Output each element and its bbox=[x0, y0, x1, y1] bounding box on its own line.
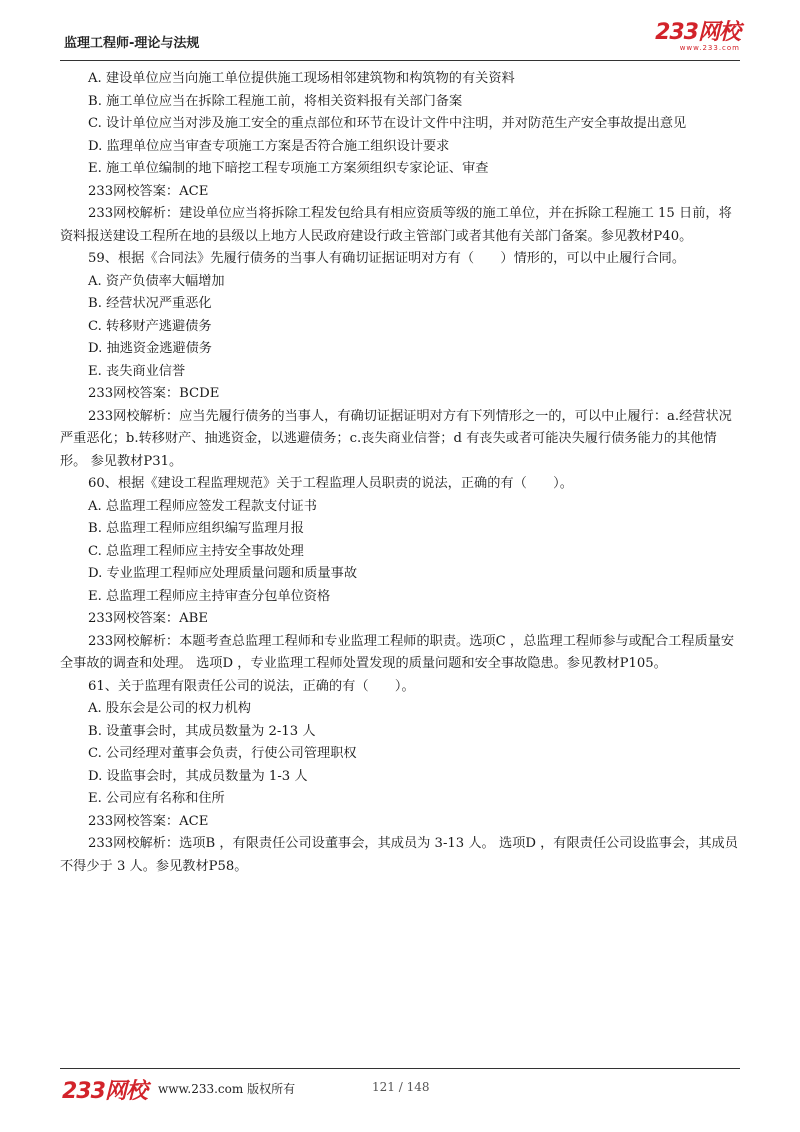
text-line: 233网校答案：BCDE bbox=[88, 386, 220, 401]
text-line: 60、根据《建设工程监理规范》关于工程监理人员职责的说法，正确的有（ ）。 bbox=[88, 476, 573, 491]
text-line: A. 总监理工程师应签发工程款支付证书 bbox=[88, 498, 317, 514]
footer-copyright: www.233.com 版权所有 bbox=[158, 1082, 296, 1096]
header-logo bbox=[655, 22, 740, 52]
document-body bbox=[60, 68, 740, 878]
text-line: A. 股东会是公司的权力机构 bbox=[88, 701, 251, 716]
text-line: 233网校答案：ACE bbox=[88, 183, 209, 199]
text-line: D. 专业监理工程师应处理质量问题和质量事故 bbox=[88, 566, 358, 581]
logo-text: 233网校 bbox=[655, 20, 740, 45]
text-line: C. 转移财产逃避债务 bbox=[88, 318, 212, 334]
text-line: 61、关于监理有限责任公司的说法，正确的有（ ）。 bbox=[88, 678, 415, 694]
text-line: E. 公司应有名称和住所 bbox=[88, 791, 225, 806]
text-line: D. 抽逃资金逃避债务 bbox=[88, 341, 212, 356]
text-line: B. 施工单位应当在拆除工程施工前，将相关资料报有关部门备案 bbox=[88, 93, 463, 109]
text-line: 233网校解析：建设单位应当将拆除工程发包给具有相应资质等级的施工单位，并在拆除工程施工 15 日前，将资料报送建设工程所在地的县级以上地方人民政府建设行政主管部门或者其他有关部门备案。参见教材P40。 bbox=[60, 206, 732, 244]
text-line: 233网校解析：选项B ，有限责任公司设董事会，其成员为 3-13 人。 选项D ，有限责任公司设监事会，其成员不得少于 3 人。参见教材P58。 bbox=[60, 836, 738, 874]
text-line: C. 设计单位应当对涉及施工安全的重点部位和环节在设计文件中注明，并对防范生产安全事故提出意见 bbox=[88, 116, 687, 131]
logo-url: www.233.com bbox=[679, 44, 740, 52]
text-line: D. 监理单位应当审查专项施工方案是否符合施工组织设计要求 bbox=[88, 138, 450, 154]
text-line: 233网校答案：ACE bbox=[88, 813, 209, 829]
text-line: 233网校解析：应当先履行债务的当事人，有确切证据证明对方有下列情形之一的，可以中止履行：a.经营状况严重恶化；b.转移财产、抽逃资金，以逃避债务；c.丧失商业信誉；d 有丧失或者可能决失履行债务能力的其他情形。 参见教材P31。 bbox=[60, 408, 732, 469]
text-line: E. 总监理工程师应主持审查分包单位资格 bbox=[88, 588, 331, 604]
text-line: E. 丧失商业信誉 bbox=[88, 363, 186, 379]
text-line: C. 公司经理对董事会负责，行使公司管理职权 bbox=[88, 746, 357, 761]
text-line: 59、根据《合同法》先履行债务的当事人有确切证据证明对方有（ ）情形的，可以中止履行合同。 bbox=[88, 251, 686, 266]
text-line: D. 设监事会时，其成员数量为 1-3 人 bbox=[88, 768, 308, 784]
page-footer bbox=[60, 1068, 740, 1104]
text-line: B. 设董事会时，其成员数量为 2-13 人 bbox=[88, 723, 316, 739]
text-line: 233网校解析：本题考查总监理工程师和专业监理工程师的职责。选项C ，总监理工程师参与或配合工程质量安全事故的调查和处理。 选项D ，专业监理工程师处置发现的质量问题和安全事故隐患。参见教材P105。 bbox=[60, 633, 735, 671]
document-title: 监理工程师-理论与法规 bbox=[64, 36, 200, 51]
text-line: B. 总监理工程师应组织编写监理月报 bbox=[88, 521, 304, 536]
header-rule bbox=[60, 60, 740, 61]
page-header bbox=[60, 22, 740, 62]
text-line: B. 经营状况严重恶化 bbox=[88, 296, 212, 311]
page-number: 121 / 148 bbox=[372, 1080, 430, 1094]
text-line: C. 总监理工程师应主持安全事故处理 bbox=[88, 543, 304, 559]
text-line: 233网校答案：ABE bbox=[88, 611, 208, 626]
footer-rule bbox=[60, 1068, 740, 1069]
footer-logo: 233网校 bbox=[62, 1079, 147, 1104]
text-line: A. 建设单位应当向施工单位提供施工现场相邻建筑物和构筑物的有关资料 bbox=[88, 71, 515, 86]
text-line: A. 资产负债率大幅增加 bbox=[88, 273, 225, 289]
text-line: E. 施工单位编制的地下暗挖工程专项施工方案须组织专家论证、审查 bbox=[88, 161, 489, 176]
